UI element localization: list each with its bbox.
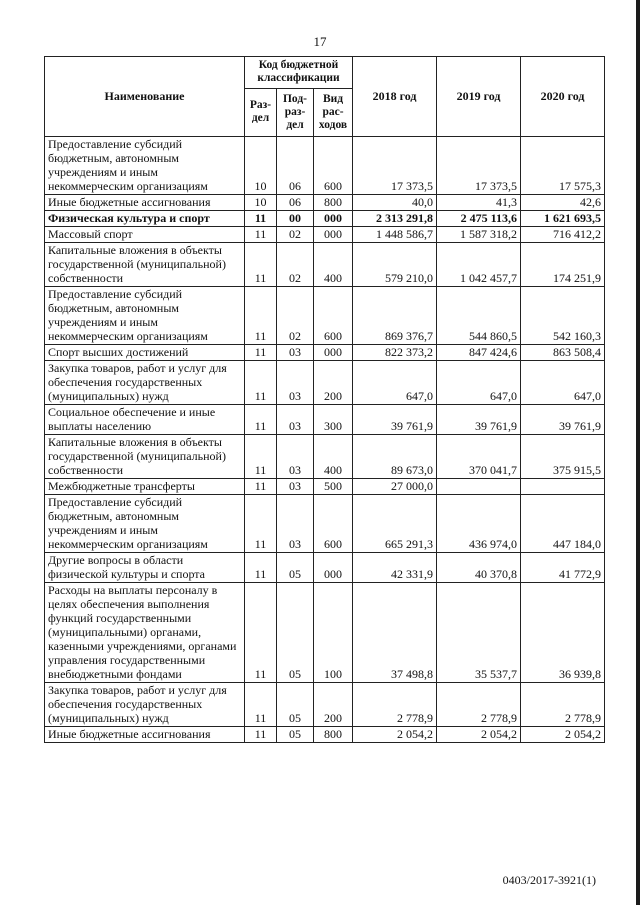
row-section: 11: [245, 361, 277, 405]
row-name: Социальное обеспечение и иные выплаты населению: [45, 405, 245, 435]
row-value-2019: 41,3: [437, 195, 521, 211]
row-value-2020: 542 160,3: [521, 287, 605, 345]
row-value-2020: 863 508,4: [521, 345, 605, 361]
table-row: [45, 405, 605, 435]
col-header-code-group: Код бюджетной классификации: [245, 57, 353, 89]
row-value-2020: 42,6: [521, 195, 605, 211]
row-expense-type: 600: [314, 137, 353, 195]
row-value-2018: 27 000,0: [353, 479, 437, 495]
row-expense-type: 500: [314, 479, 353, 495]
row-name: Спорт высших достижений: [45, 345, 245, 361]
row-value-2019: 2 054,2: [437, 727, 521, 743]
row-name: Другие вопросы в области физической культуры и спорта: [45, 553, 245, 583]
row-section: 11: [245, 435, 277, 479]
row-subsection: 05: [277, 727, 314, 743]
row-value-2020: 39 761,9: [521, 405, 605, 435]
row-value-2020: 174 251,9: [521, 243, 605, 287]
row-value-2020: 36 939,8: [521, 583, 605, 683]
row-value-2019: 370 041,7: [437, 435, 521, 479]
row-value-2018: 1 448 586,7: [353, 227, 437, 243]
row-section: 11: [245, 243, 277, 287]
row-value-2018: 37 498,8: [353, 583, 437, 683]
row-subsection: 03: [277, 345, 314, 361]
row-section: 11: [245, 345, 277, 361]
row-subsection: 02: [277, 227, 314, 243]
row-value-2019: 2 475 113,6: [437, 211, 521, 227]
row-value-2018: 40,0: [353, 195, 437, 211]
row-value-2018: 39 761,9: [353, 405, 437, 435]
row-name: Иные бюджетные ассигнования: [45, 195, 245, 211]
row-name: Расходы на выплаты персоналу в целях обеспечения выполнения функций государственными (муниципальными) органами, казенными учреждениями, органами управления государственными внебюджетными фондами: [45, 583, 245, 683]
row-value-2019: 647,0: [437, 361, 521, 405]
row-section: 11: [245, 227, 277, 243]
row-expense-type: 200: [314, 683, 353, 727]
table-row: [45, 243, 605, 287]
row-value-2018: 2 778,9: [353, 683, 437, 727]
row-value-2018: 89 673,0: [353, 435, 437, 479]
row-subsection: 03: [277, 435, 314, 479]
row-subsection: 03: [277, 361, 314, 405]
row-name: Закупка товаров, работ и услуг для обеспечения государственных (муниципальных) нужд: [45, 361, 245, 405]
row-value-2019: 544 860,5: [437, 287, 521, 345]
row-section: 11: [245, 211, 277, 227]
table-row: [45, 583, 605, 683]
row-value-2019: 436 974,0: [437, 495, 521, 553]
row-value-2019: 39 761,9: [437, 405, 521, 435]
row-value-2020: 17 575,3: [521, 137, 605, 195]
row-expense-type: 600: [314, 287, 353, 345]
row-value-2020: 2 778,9: [521, 683, 605, 727]
row-subsection: 00: [277, 211, 314, 227]
row-value-2020: 2 054,2: [521, 727, 605, 743]
col-header-section: Раз-дел: [245, 89, 277, 137]
col-header-name: Наименование: [45, 57, 245, 137]
row-section: 11: [245, 287, 277, 345]
budget-table: [44, 56, 605, 743]
row-subsection: 02: [277, 287, 314, 345]
table-row: [45, 195, 605, 211]
scan-edge: [636, 0, 640, 905]
row-subsection: 03: [277, 495, 314, 553]
row-section: 11: [245, 479, 277, 495]
row-value-2018: 647,0: [353, 361, 437, 405]
table-body: [45, 137, 605, 743]
row-expense-type: 300: [314, 405, 353, 435]
col-header-2018: 2018 год: [353, 57, 437, 137]
table-row: [45, 727, 605, 743]
row-value-2019: 1 042 457,7: [437, 243, 521, 287]
row-subsection: 06: [277, 137, 314, 195]
row-value-2018: 665 291,3: [353, 495, 437, 553]
row-name: Физическая культура и спорт: [45, 211, 245, 227]
row-value-2020: 1 621 693,5: [521, 211, 605, 227]
col-header-expense-type: Вид рас-ходов: [314, 89, 353, 137]
row-subsection: 05: [277, 553, 314, 583]
table-row: [45, 287, 605, 345]
table-row: [45, 361, 605, 405]
row-value-2019: 2 778,9: [437, 683, 521, 727]
row-subsection: 03: [277, 405, 314, 435]
row-expense-type: 000: [314, 553, 353, 583]
row-section: 11: [245, 583, 277, 683]
row-value-2020: 447 184,0: [521, 495, 605, 553]
row-subsection: 02: [277, 243, 314, 287]
row-section: 10: [245, 137, 277, 195]
row-name: Закупка товаров, работ и услуг для обеспечения государственных (муниципальных) нужд: [45, 683, 245, 727]
row-section: 11: [245, 553, 277, 583]
row-name: Предоставление субсидий бюджетным, автономным учреждениям и иным некоммерческим организациям: [45, 137, 245, 195]
row-expense-type: 000: [314, 345, 353, 361]
row-subsection: 05: [277, 583, 314, 683]
row-expense-type: 000: [314, 227, 353, 243]
row-name: Капитальные вложения в объекты государственной (муниципальной) собственности: [45, 243, 245, 287]
row-value-2020: 375 915,5: [521, 435, 605, 479]
row-expense-type: 800: [314, 727, 353, 743]
row-value-2020: 647,0: [521, 361, 605, 405]
row-value-2018: 42 331,9: [353, 553, 437, 583]
row-section: 11: [245, 495, 277, 553]
row-expense-type: 100: [314, 583, 353, 683]
row-value-2019: 35 537,7: [437, 583, 521, 683]
table-header: [45, 57, 605, 137]
col-header-subsection: Под-раз-дел: [277, 89, 314, 137]
page-number: 17: [313, 34, 327, 49]
table-row: [45, 683, 605, 727]
row-name: Предоставление субсидий бюджетным, автономным учреждениям и иным некоммерческим организациям: [45, 287, 245, 345]
row-expense-type: 400: [314, 243, 353, 287]
table-row: [45, 227, 605, 243]
table-row: [45, 479, 605, 495]
row-expense-type: 400: [314, 435, 353, 479]
row-value-2018: 17 373,5: [353, 137, 437, 195]
row-expense-type: 000: [314, 211, 353, 227]
row-value-2020: 41 772,9: [521, 553, 605, 583]
table-row: [45, 553, 605, 583]
table-row: [45, 345, 605, 361]
row-section: 11: [245, 727, 277, 743]
row-section: 10: [245, 195, 277, 211]
table-row: [45, 495, 605, 553]
row-subsection: 05: [277, 683, 314, 727]
col-header-2020: 2020 год: [521, 57, 605, 137]
row-value-2018: 822 373,2: [353, 345, 437, 361]
row-name: Капитальные вложения в объекты государственной (муниципальной) собственности: [45, 435, 245, 479]
row-name: Иные бюджетные ассигнования: [45, 727, 245, 743]
table-row: [45, 211, 605, 227]
table-row: [45, 137, 605, 195]
row-value-2018: 2 054,2: [353, 727, 437, 743]
row-subsection: 03: [277, 479, 314, 495]
row-value-2020: 716 412,2: [521, 227, 605, 243]
row-name: Предоставление субсидий бюджетным, автономным учреждениям и иным некоммерческим организациям: [45, 495, 245, 553]
row-value-2019: 40 370,8: [437, 553, 521, 583]
row-expense-type: 800: [314, 195, 353, 211]
row-value-2018: 579 210,0: [353, 243, 437, 287]
table-row: [45, 435, 605, 479]
row-value-2019: 1 587 318,2: [437, 227, 521, 243]
row-section: 11: [245, 683, 277, 727]
row-value-2019: 847 424,6: [437, 345, 521, 361]
row-name: Массовый спорт: [45, 227, 245, 243]
row-expense-type: 600: [314, 495, 353, 553]
row-value-2019: 17 373,5: [437, 137, 521, 195]
row-section: 11: [245, 405, 277, 435]
row-value-2019: [437, 479, 521, 495]
row-value-2018: 869 376,7: [353, 287, 437, 345]
document-code: 0403/2017-3921(1): [502, 873, 596, 887]
row-value-2018: 2 313 291,8: [353, 211, 437, 227]
row-value-2020: [521, 479, 605, 495]
col-header-2019: 2019 год: [437, 57, 521, 137]
row-subsection: 06: [277, 195, 314, 211]
row-name: Межбюджетные трансферты: [45, 479, 245, 495]
row-expense-type: 200: [314, 361, 353, 405]
